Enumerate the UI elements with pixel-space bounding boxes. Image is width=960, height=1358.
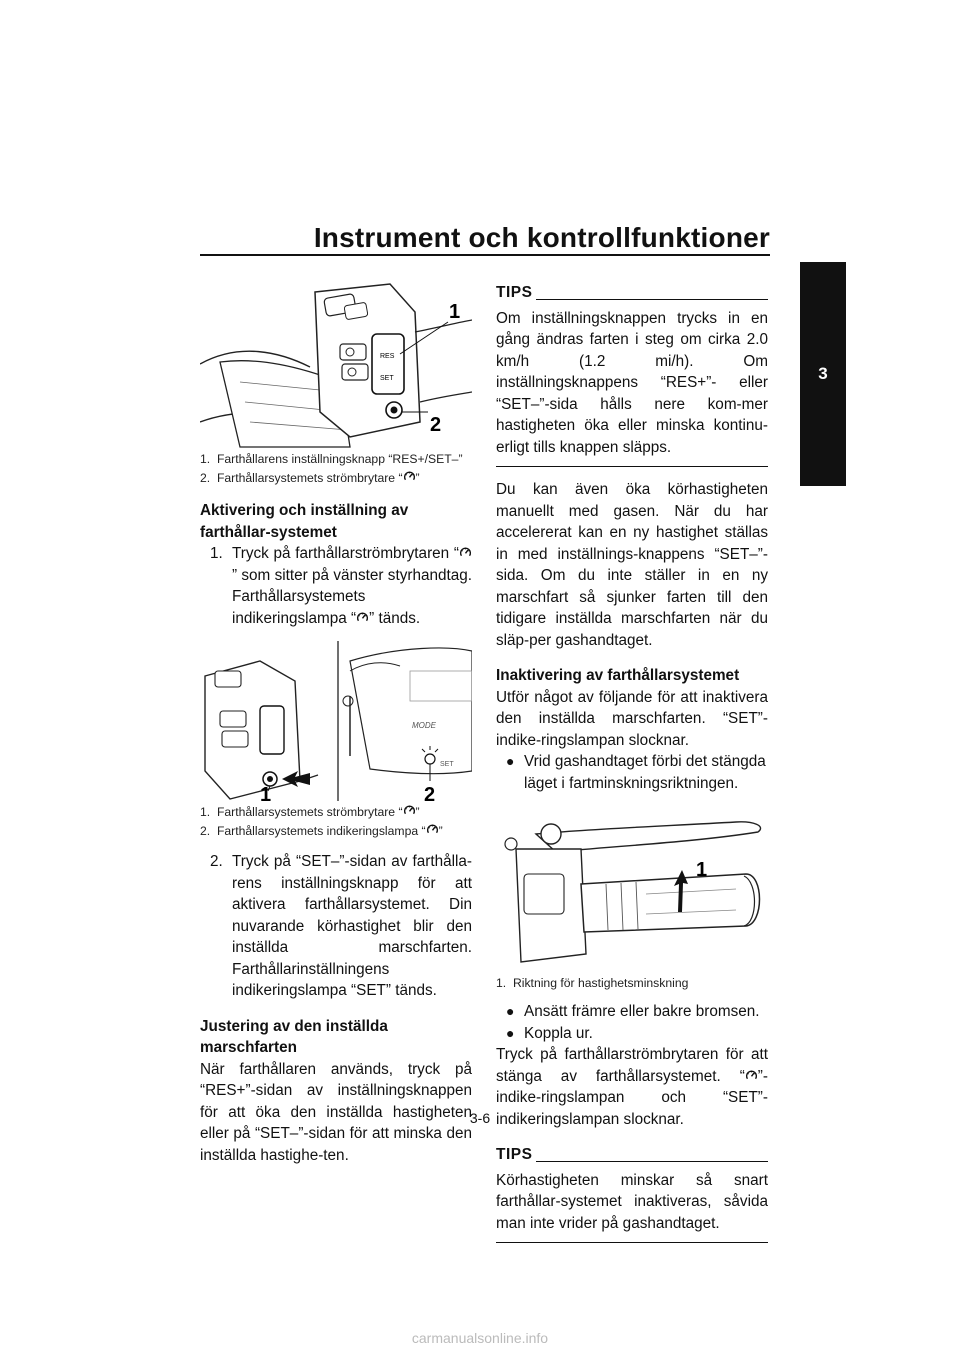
right-column	[496, 282, 768, 1243]
page-number: 3-6	[469, 1110, 491, 1126]
fig1-callout-1: 1	[449, 301, 461, 323]
bullet-clutch: ● Koppla ur.	[506, 1024, 593, 1042]
cruise-control-indicator-icon	[426, 823, 439, 836]
dash-mode-label: MODE	[412, 721, 436, 730]
bullet-brake: ● Ansätt främre eller bakre bromsen.	[506, 1003, 760, 1020]
figure3-captions	[496, 974, 768, 993]
figure2-captions	[200, 803, 472, 841]
switch-off-paragraph: Tryck på farthållarströmbrytaren för att stänga av farthållarsystemet. “ ”-indike-ringslampan och “SET”-indikeringslampan slocknar.	[496, 1046, 768, 1128]
tips-text-2: Körhastigheten minskar så snart farthållar-systemet inaktiveras, såvida man inte vrider på gashandtaget.	[496, 1171, 768, 1232]
section-heading-deactivate: Inaktivering av farthållarsystemet	[496, 667, 740, 684]
fig2-caption-1: 1. Farthållarsystemets strömbrytare “ ”	[200, 805, 420, 819]
chapter-tab: 3	[800, 262, 846, 486]
cruise-control-icon	[403, 470, 416, 483]
fig2-callout-1: 1	[260, 784, 272, 801]
tips-header-1: TIPS	[496, 282, 768, 304]
figure-throttle-grip	[496, 804, 768, 974]
switch-res-label: RES	[380, 353, 395, 360]
fig2-callout-2: 2	[424, 784, 436, 801]
adjust-paragraph: När farthållaren används, tryck på “RES+”-sidan av inställningsknappen för att öka den inställda hastigheten eller på “SET–”-sidan för att minska den inställda hastighe-ten.	[200, 1060, 472, 1164]
fig3-callout-1: 1	[696, 859, 708, 881]
tips-header-2: TIPS	[496, 1144, 768, 1166]
tips-text-1: Om inställningsknappen trycks in en gång ändras farten i steg om cirka 2.0 km/h (1.2 mi/h). Om inställningsknappens “RES+”- eller “SET–”-sida hålls nere kom-mer hastigheten öka eller minska kontinu-erligt tills knappen släpps.	[496, 309, 768, 456]
dash-set-label: SET	[440, 761, 454, 768]
watermark: carmanualsonline.info	[411, 1330, 549, 1346]
deactivate-paragraph: Utför något av följande för att inaktivera den inställda marschfarten. “SET”-indike-ringslampan slocknar.	[496, 688, 768, 749]
fig3-caption-1: 1. Riktning för hastighetsminskning	[496, 976, 689, 990]
section-heading-activation: Aktivering och inställning av farthållar-systemet	[200, 502, 409, 541]
step-2: 2. Tryck på “SET–”-sidan av farthålla-rens inställningsknapp för att aktivera farthållarsystemet. Din nuvarande körhastighet blir den inställda marschfarten. Farthållarinställningens indikeringslampa “SET” tänds.	[210, 853, 472, 999]
fig1-caption-2: 2. Farthållarsystemets strömbrytare “ ”	[200, 471, 420, 485]
cruise-control-icon	[356, 611, 369, 624]
page-header-title: Instrument och kontrollfunktioner	[313, 222, 770, 253]
step-1: 1. Tryck på farthållarströmbrytaren “” som sitter på vänster styrhandtag. Farthållarsystemets indikeringslampa “ ” tänds.	[210, 545, 472, 627]
figure-switch-and-indicator	[200, 641, 472, 801]
fig1-caption-1: 1. Farthållarens inställningsknapp “RES+/SET–”	[200, 452, 463, 466]
header-rule	[200, 254, 770, 256]
tips-end-rule-2	[496, 1242, 768, 1243]
figure1-captions	[200, 450, 472, 488]
cruise-control-indicator-icon	[745, 1069, 758, 1082]
section-heading-adjust: Justering av den inställda marschfarten	[200, 1017, 388, 1056]
manual-speed-paragraph: Du kan även öka körhastigheten manuellt med gasen. När du har accelererat kan en ny hastighet ställas in med inställnings-knappens “SET–”-sida. Om du inte ställer in en ny marschfart så sjunker farten till den tidigare inställda marschfarten när du släp-per gashandtaget.	[496, 481, 768, 649]
left-column	[200, 272, 472, 1166]
figure-handlebar-switch	[200, 272, 472, 448]
cruise-control-icon	[459, 546, 472, 559]
tips-end-rule-1	[496, 466, 768, 467]
fig1-callout-2: 2	[430, 414, 442, 436]
cruise-control-icon	[403, 804, 416, 817]
bullet-throttle: ● Vrid gashandtaget förbi det stängda läget i fartminskningsriktningen.	[506, 753, 766, 792]
fig2-caption-2: 2. Farthållarsystemets indikeringslampa “ ”	[200, 824, 443, 838]
switch-set-label: SET	[380, 375, 394, 382]
